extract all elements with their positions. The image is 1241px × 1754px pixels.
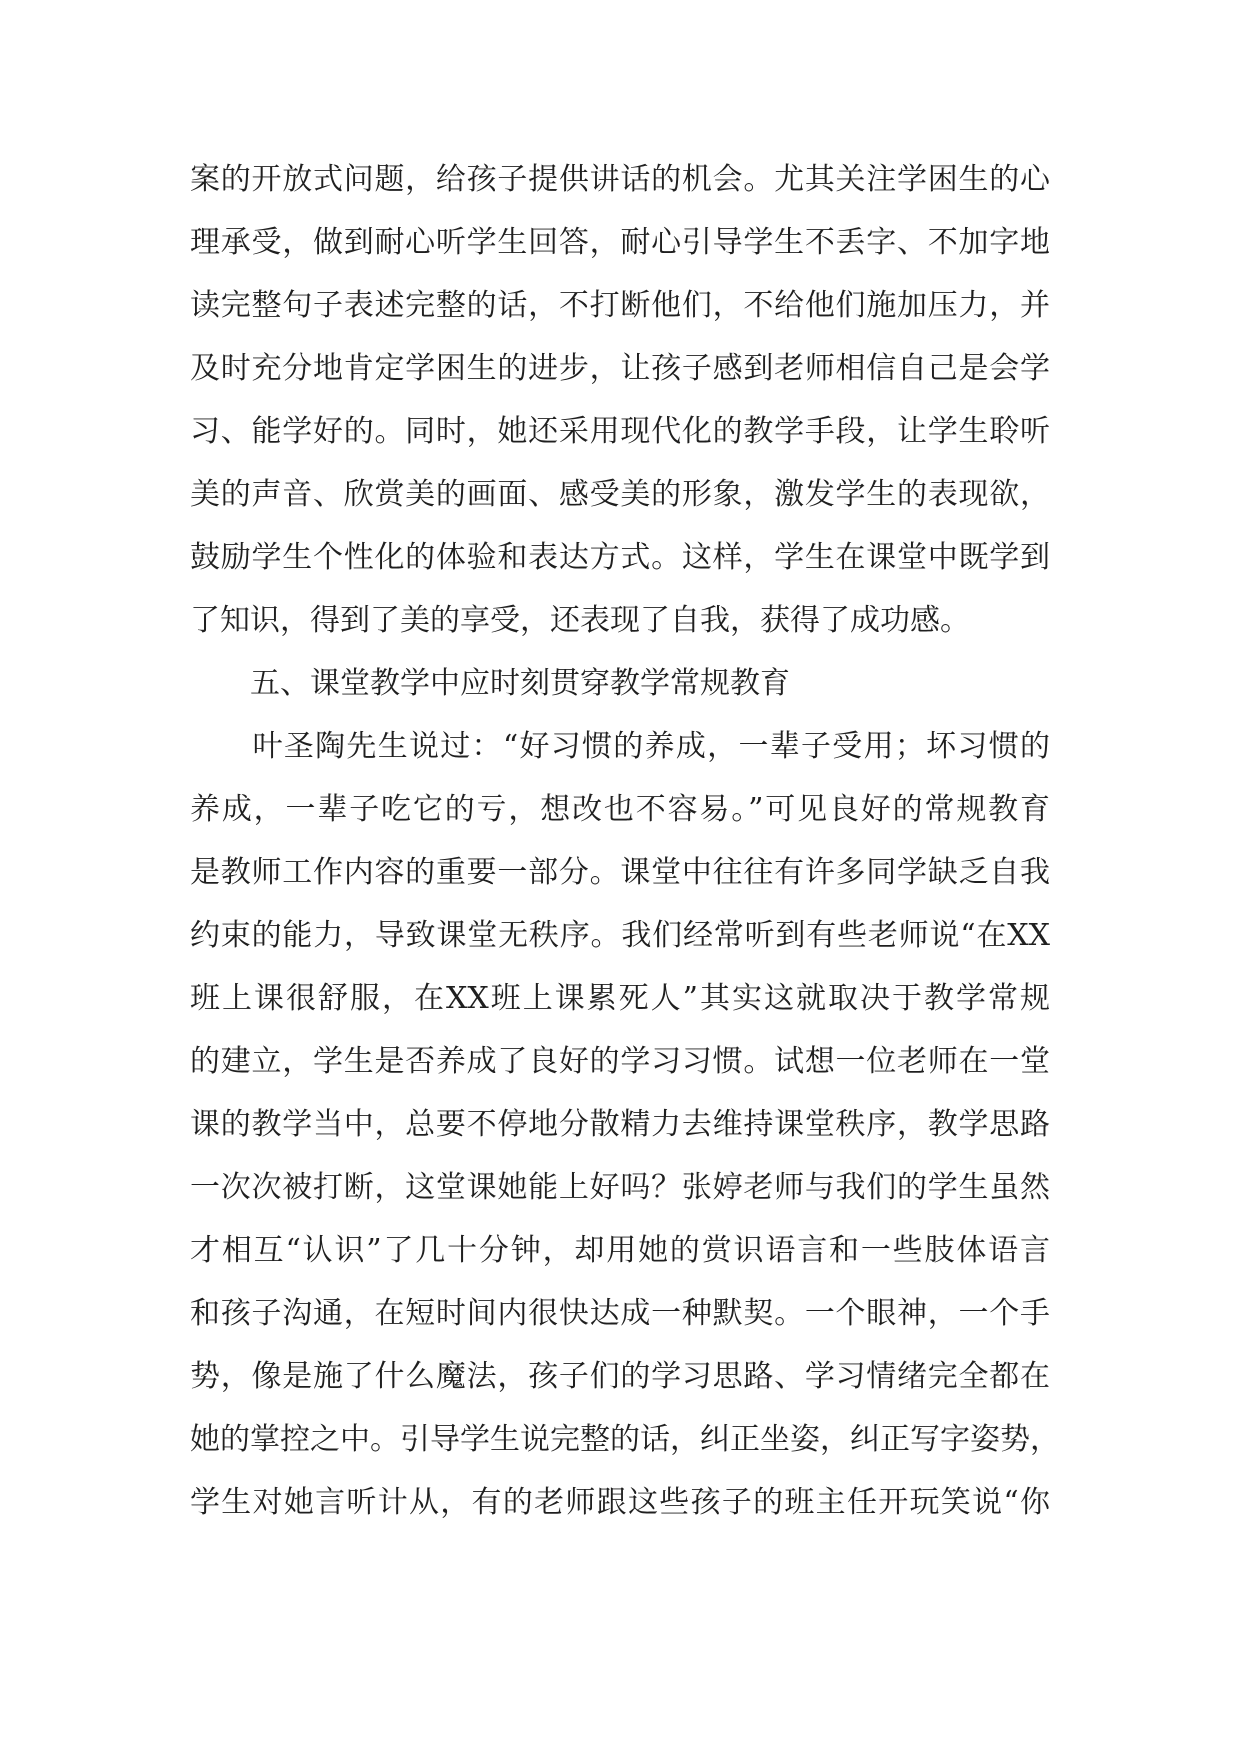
text-line: 叶圣陶先生说过：“好习惯的养成，一辈子受用；坏习惯的 xyxy=(190,729,1050,764)
text-line: 习、能学好的。同时，她还采用现代化的教学手段，让学生聆听 xyxy=(190,414,1050,449)
text-line: 读完整句子表述完整的话，不打断他们，不给他们施加压力，并 xyxy=(190,288,1050,323)
text-line: 一次次被打断，这堂课她能上好吗？张婷老师与我们的学生虽然 xyxy=(190,1170,1050,1205)
text-line: 她的掌控之中。引导学生说完整的话，纠正坐姿，纠正写字姿势， xyxy=(190,1422,1060,1457)
text-line: 约束的能力，导致课堂无秩序。我们经常听到有些老师说“在XX xyxy=(190,918,1050,953)
text-line: 了知识，得到了美的享受，还表现了自我，获得了成功感。 xyxy=(190,603,970,638)
text-line: 理承受，做到耐心听学生回答，耐心引导学生不丢字、不加字地 xyxy=(190,225,1050,260)
text-line: 和孩子沟通，在短时间内很快达成一种默契。一个眼神，一个手 xyxy=(190,1296,1050,1331)
text-line: 养成，一辈子吃它的亏，想改也不容易。”可见良好的常规教育 xyxy=(190,792,1050,827)
text-line: 案的开放式问题，给孩子提供讲话的机会。尤其关注学困生的心 xyxy=(190,162,1050,197)
text-line: 是教师工作内容的重要一部分。课堂中往往有许多同学缺乏自我 xyxy=(190,855,1050,890)
text-line: 美的声音、欣赏美的画面、感受美的形象，激发学生的表现欲， xyxy=(190,477,1050,512)
text-line: 班上课很舒服，在XX班上课累死人”其实这就取决于教学常规 xyxy=(190,981,1050,1016)
text-line: 学生对她言听计从，有的老师跟这些孩子的班主任开玩笑说“你 xyxy=(190,1485,1050,1520)
text-line: 才相互“认识”了几十分钟，却用她的赏识语言和一些肢体语言 xyxy=(190,1233,1050,1268)
section-heading: 五、课堂教学中应时刻贯穿教学常规教育 xyxy=(190,666,790,701)
text-line: 及时充分地肯定学困生的进步，让孩子感到老师相信自己是会学 xyxy=(190,351,1050,386)
text-line: 课的教学当中，总要不停地分散精力去维持课堂秩序，教学思路 xyxy=(190,1107,1050,1142)
text-line: 势，像是施了什么魔法，孩子们的学习思路、学习情绪完全都在 xyxy=(190,1359,1050,1394)
text-line: 的建立，学生是否养成了良好的学习习惯。试想一位老师在一堂 xyxy=(190,1044,1050,1079)
text-line: 鼓励学生个性化的体验和表达方式。这样，学生在课堂中既学到 xyxy=(190,540,1050,575)
